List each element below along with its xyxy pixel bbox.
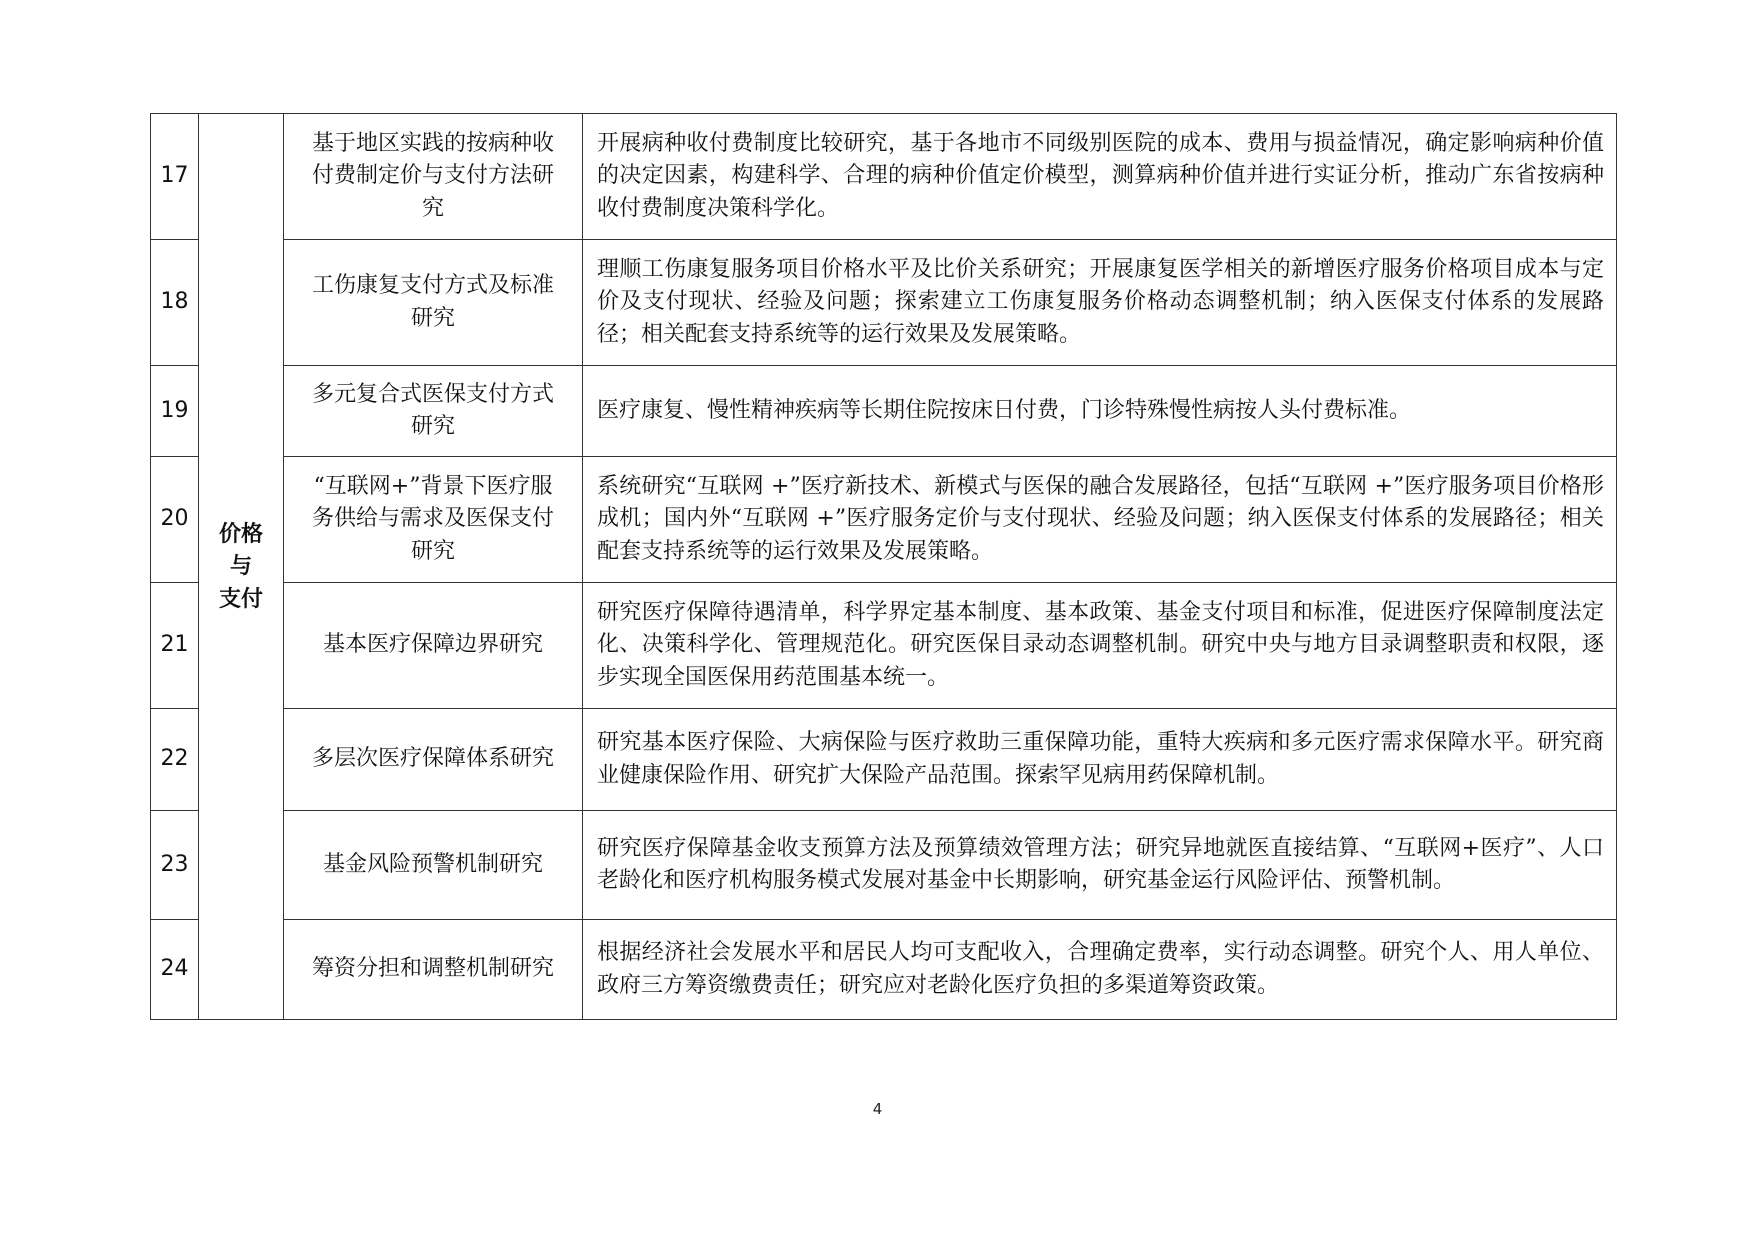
row-number: 17 — [151, 114, 199, 240]
description-cell: 研究医疗保障待遇清单，科学界定基本制度、基本政策、基金支付项目和标准，促进医疗保障制度法定化、决策科学化、管理规范化。研究医保目录动态调整机制。研究中央与地方目录调整职责和权限，逐步实现全国医保用药范围基本统一。 — [583, 583, 1617, 709]
category-line: 支付 — [218, 585, 263, 612]
description-cell: 研究基本医疗保险、大病保险与医疗救助三重保障功能，重特大疾病和多元医疗需求保障水平。研究商业健康保险作用、研究扩大保险产品范围。探索罕见病用药保障机制。 — [583, 709, 1617, 811]
description-cell: 系统研究“互联网 +”医疗新技术、新模式与医保的融合发展路径，包括“互联网 +”医疗服务项目价格形成机；国内外“互联网 +”医疗服务定价与支付现状、经验及问题；纳入医保支付体系的发展路径；相关配套支持系统等的运行效果及发展策略。 — [583, 457, 1617, 583]
row-number: 20 — [151, 457, 199, 583]
row-number: 19 — [151, 366, 199, 457]
table-row — [151, 920, 1617, 1020]
description-cell: 医疗康复、慢性精神疾病等长期住院按床日付费，门诊特殊慢性病按人头付费标准。 — [583, 366, 1617, 457]
topic-cell: 基于地区实践的按病种收付费制定价与支付方法研究 — [284, 114, 583, 240]
topic-cell: 基金风险预警机制研究 — [284, 811, 583, 920]
topic-cell: 基本医疗保障边界研究 — [284, 583, 583, 709]
topic-cell: 多层次医疗保障体系研究 — [284, 709, 583, 811]
topic-cell: “互联网+”背景下医疗服务供给与需求及医保支付研究 — [284, 457, 583, 583]
table-row — [151, 114, 1617, 240]
table-row — [151, 709, 1617, 811]
row-number: 23 — [151, 811, 199, 920]
description-cell: 根据经济社会发展水平和居民人均可支配收入，合理确定费率，实行动态调整。研究个人、用人单位、政府三方筹资缴费责任；研究应对老龄化医疗负担的多渠道筹资政策。 — [583, 920, 1617, 1020]
category-cell — [199, 114, 284, 1020]
category-line: 价格 — [218, 520, 263, 547]
table-row — [151, 240, 1617, 366]
description-cell: 开展病种收付费制度比较研究，基于各地市不同级别医院的成本、费用与损益情况，确定影响病种价值的决定因素，构建科学、合理的病种价值定价模型，测算病种价值并进行实证分析，推动广东省按病种收付费制度决策科学化。 — [583, 114, 1617, 240]
table-row — [151, 457, 1617, 583]
page-number: 4 — [872, 1100, 883, 1118]
description-cell: 理顺工伤康复服务项目价格水平及比价关系研究；开展康复医学相关的新增医疗服务价格项目成本与定价及支付现状、经验及问题；探索建立工伤康复服务价格动态调整机制；纳入医保支付体系的发展路径；相关配套支持系统等的运行效果及发展策略。 — [583, 240, 1617, 366]
research-topics-table — [150, 113, 1617, 1020]
row-number: 18 — [151, 240, 199, 366]
topic-cell: 多元复合式医保支付方式研究 — [284, 366, 583, 457]
category-line: 与 — [229, 553, 252, 580]
topic-cell: 工伤康复支付方式及标准研究 — [284, 240, 583, 366]
table-row — [151, 366, 1617, 457]
topic-cell: 筹资分担和调整机制研究 — [284, 920, 583, 1020]
table-row — [151, 811, 1617, 920]
row-number: 24 — [151, 920, 199, 1020]
table-row — [151, 583, 1617, 709]
row-number: 21 — [151, 583, 199, 709]
row-number: 22 — [151, 709, 199, 811]
description-cell: 研究医疗保障基金收支预算方法及预算绩效管理方法；研究异地就医直接结算、“互联网+医疗”、人口老龄化和医疗机构服务模式发展对基金中长期影响，研究基金运行风险评估、预警机制。 — [583, 811, 1617, 920]
